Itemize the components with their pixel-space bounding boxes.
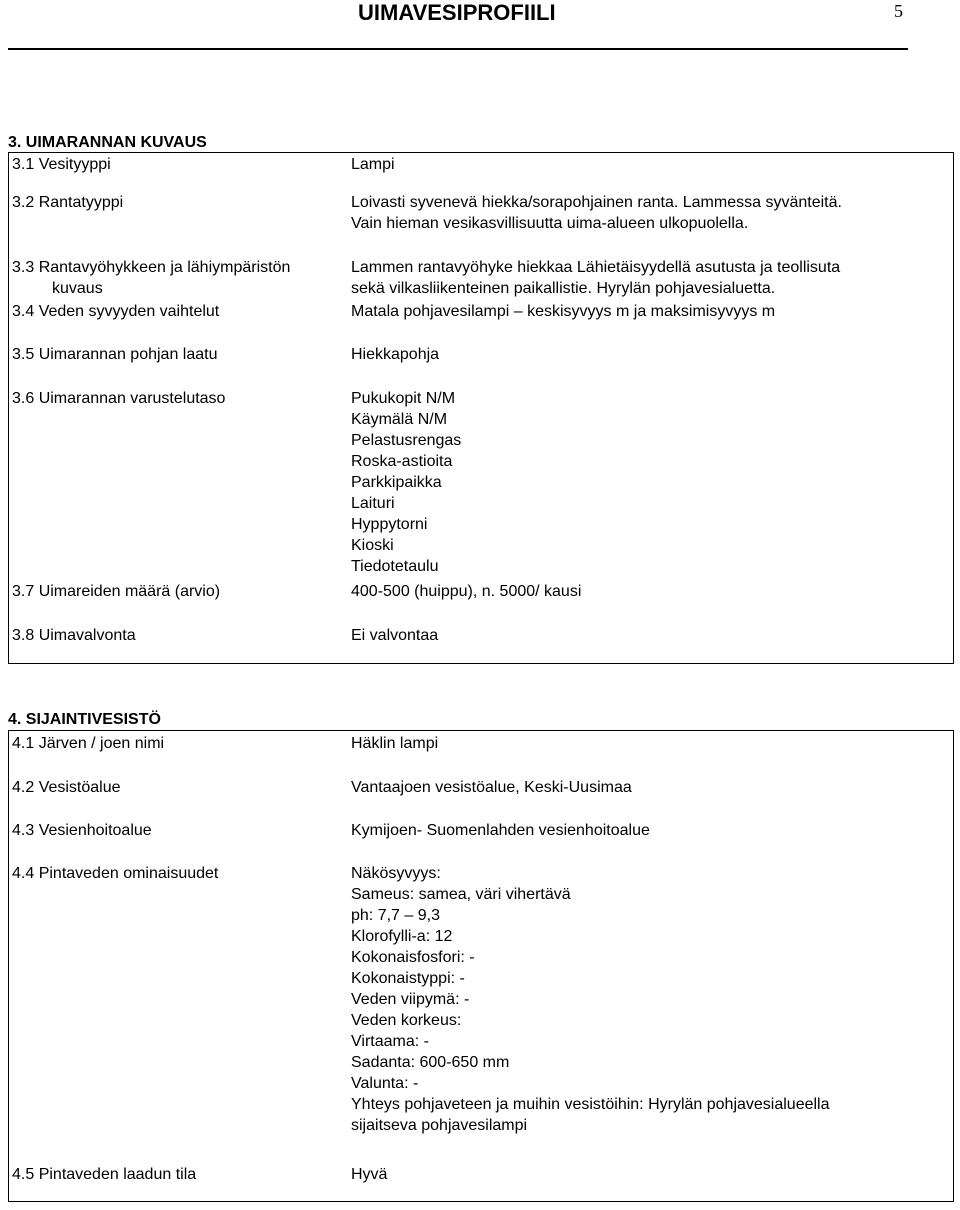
- row-label: 4.5 Pintaveden laadun tila: [12, 1166, 197, 1183]
- table-row: [9, 820, 953, 841]
- document-title: UIMAVESIPROFIILI: [358, 0, 556, 25]
- table-row: [9, 257, 953, 299]
- header-rule: [8, 48, 908, 50]
- row-value: Lammen rantavyöhyke hiekkaa Lähietäisyydellä asutusta ja teollisuta sekä vilkasliikenteinen paikallistie. Hyrylän pohjavesialuetta.: [351, 259, 841, 297]
- row-label: 4.2 Vesistöalue: [12, 779, 121, 796]
- row-label: 4.1 Järven / joen nimi: [12, 735, 165, 752]
- row-value: 400-500 (huippu), n. 5000/ kausi: [351, 583, 582, 600]
- row-value: Häklin lampi: [351, 735, 439, 752]
- row-label: 3.1 Vesityyppi: [12, 156, 111, 173]
- table-row: [9, 863, 953, 1136]
- section-4-heading: 4. SIJAINTIVESISTÖ: [8, 711, 161, 728]
- table-row: [9, 301, 953, 322]
- row-value: Lampi: [351, 156, 395, 173]
- table-row: [9, 733, 953, 754]
- row-value: Näkösyvyys: Sameus: samea, väri vihertävä ph: 7,7 – 9,3 Klorofylli-a: 12 Kokonaisfosfori: - Kokonaistyppi: - Veden viipymä: - Veden korkeus: Virtaama: - Sadanta: 600-650 mm Valunta: - Yhteys pohjaveteen ja muihin vesistöihin: Hyrylän pohjavesialueella sijaitseva pohjavesilampi: [351, 865, 830, 1134]
- row-label: 3.4 Veden syvyyden vaihtelut: [12, 303, 220, 320]
- row-value: Ei valvontaa: [351, 627, 439, 644]
- row-value: Vantaajoen vesistöalue, Keski-Uusimaa: [351, 779, 632, 796]
- row-label: 4.3 Vesienhoitoalue: [12, 822, 152, 839]
- table-row: [9, 777, 953, 798]
- section-3-table: [8, 152, 954, 664]
- row-value: Pukukopit N/M Käymälä N/M Pelastusrengas Roska-astioita Parkkipaikka Laituri Hyppytorni Kioski Tiedotetaulu: [351, 390, 462, 575]
- page-number: 5: [894, 1, 903, 21]
- table-row: [9, 192, 953, 234]
- row-value: Kymijoen- Suomenlahden vesienhoitoalue: [351, 822, 650, 839]
- table-row: [9, 154, 953, 175]
- row-label: 3.8 Uimavalvonta: [12, 627, 136, 644]
- row-value: Matala pohjavesilampi – keskisyvyys m ja maksimisyvyys m: [351, 303, 776, 320]
- row-label: 3.7 Uimareiden määrä (arvio): [12, 583, 221, 600]
- table-row: [9, 1164, 953, 1185]
- row-label: 3.5 Uimarannan pohjan laatu: [12, 346, 218, 363]
- row-label: 3.3 Rantavyöhykkeen ja lähiympäristön kuvaus: [12, 259, 291, 297]
- row-label: 4.4 Pintaveden ominaisuudet: [12, 865, 219, 882]
- row-value: Hyvä: [351, 1166, 388, 1183]
- table-row: [9, 344, 953, 365]
- table-row: [9, 625, 953, 646]
- row-label: 3.2 Rantatyyppi: [12, 194, 124, 211]
- page-header: [0, 0, 960, 52]
- row-value: Hiekkapohja: [351, 346, 440, 363]
- row-label: 3.6 Uimarannan varustelutaso: [12, 390, 226, 407]
- table-row: [9, 388, 953, 577]
- table-row: [9, 581, 953, 602]
- section-3-heading: 3. UIMARANNAN KUVAUS: [8, 134, 207, 151]
- row-value: Loivasti syvenevä hiekka/sorapohjainen ranta. Lammessa syvänteitä. Vain hieman vesikasvillisuutta uima-alueen ulkopuolella.: [351, 194, 842, 232]
- section-4-table: [8, 730, 954, 1202]
